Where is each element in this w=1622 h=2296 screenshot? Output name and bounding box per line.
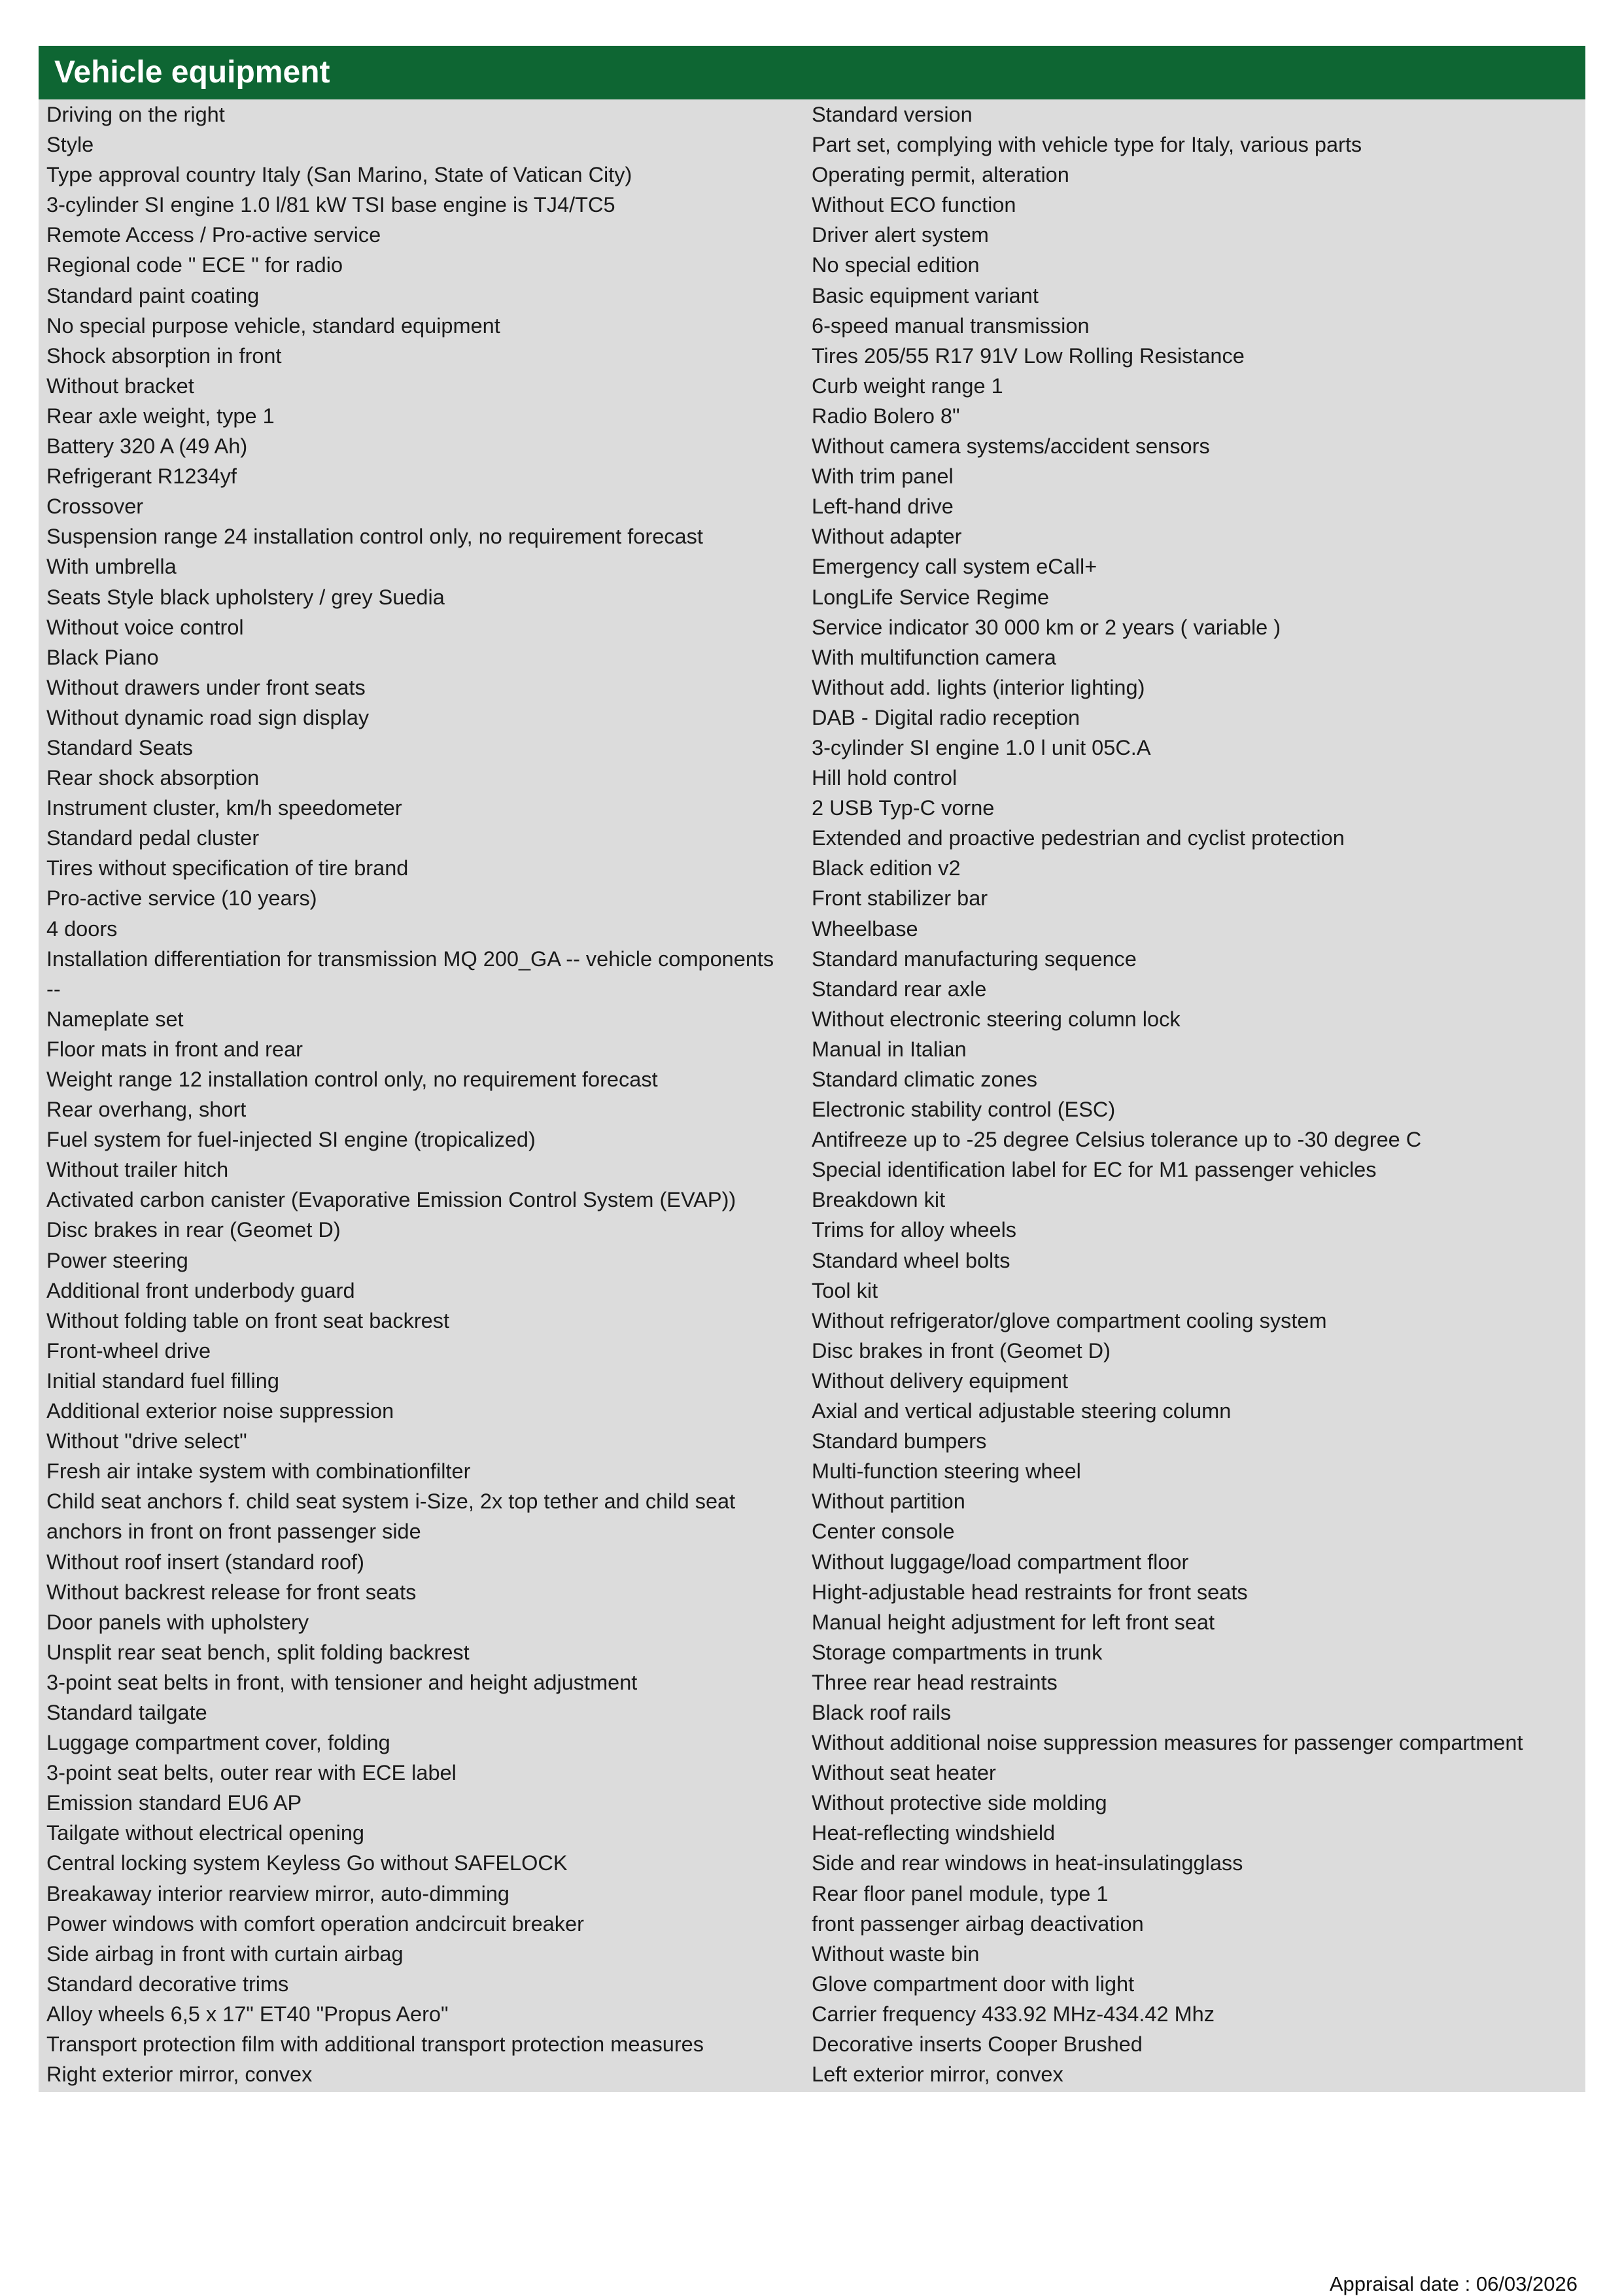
equipment-item: Standard rear axle (812, 977, 987, 1001)
equipment-item: Additional exterior noise suppression (46, 1399, 394, 1423)
equipment-item: Storage compartments in trunk (812, 1640, 1103, 1664)
equipment-item: Without trailer hitch (46, 1158, 229, 1182)
equipment-item: Left-hand drive (812, 495, 954, 519)
equipment-item: Standard climatic zones (812, 1068, 1038, 1091)
equipment-item: Type approval country Italy (San Marino, State of Vatican City) (46, 163, 632, 187)
equipment-item: Three rear head restraints (812, 1670, 1058, 1694)
equipment-item: Curb weight range 1 (812, 374, 1003, 398)
equipment-item: Power steering (46, 1248, 188, 1272)
vehicle-equipment-panel (39, 46, 1585, 2092)
equipment-item: Nameplate set (46, 1007, 184, 1031)
equipment-item: Basic equipment variant (812, 283, 1039, 307)
equipment-item: Transport protection film with additional transport protection measures (46, 2032, 704, 2056)
equipment-item: Breakaway interior rearview mirror, auto-dimming (46, 1881, 510, 1905)
equipment-item: Door panels with upholstery (46, 1610, 309, 1634)
equipment-item: Trims for alloy wheels (812, 1218, 1017, 1242)
equipment-item: Front-wheel drive (46, 1338, 211, 1363)
equipment-item: Wheelbase (812, 916, 918, 941)
equipment-item: No special edition (812, 253, 980, 277)
equipment-item: Side and rear windows in heat-insulatingglass (812, 1851, 1243, 1875)
equipment-item: No special purpose vehicle, standard equipment (46, 313, 500, 338)
equipment-item: Special identification label for EC for M1 passenger vehicles (812, 1158, 1377, 1182)
equipment-item: Rear floor panel module, type 1 (812, 1881, 1109, 1905)
equipment-item: Side airbag in front with curtain airbag (46, 1941, 404, 1966)
equipment-item: Unsplit rear seat bench, split folding backrest (46, 1640, 470, 1664)
equipment-item: Crossover (46, 495, 144, 519)
appraisal-date: Appraisal date : 06/03/2026 (1329, 2272, 1578, 2295)
equipment-list (39, 99, 1585, 2092)
equipment-item: Black roof rails (812, 1700, 952, 1724)
equipment-item: Radio Bolero 8" (812, 404, 960, 428)
equipment-item: LongLife Service Regime (812, 585, 1050, 609)
equipment-item: Style (46, 133, 94, 157)
equipment-item: Remote Access / Pro-active service (46, 223, 381, 247)
equipment-item: Tailgate without electrical opening (46, 1821, 364, 1845)
equipment-item: Electronic stability control (ESC) (812, 1098, 1116, 1122)
equipment-item: Tool kit (812, 1278, 878, 1302)
equipment-item: Without electronic steering column lock (812, 1007, 1181, 1031)
equipment-item: Regional code " ECE " for radio (46, 253, 343, 277)
equipment-item: Without camera systems/accident sensors (812, 434, 1210, 459)
equipment-item: Without luggage/load compartment floor (812, 1550, 1189, 1574)
equipment-item: Part set, complying with vehicle type for Italy, various parts (812, 133, 1362, 157)
equipment-item: Tires 205/55 R17 91V Low Rolling Resistance (812, 343, 1245, 368)
equipment-item: Service indicator 30 000 km or 2 years ( variable ) (812, 615, 1281, 639)
equipment-item: Carrier frequency 433.92 MHz-434.42 Mhz (812, 2002, 1215, 2026)
equipment-item: Hight-adjustable head restraints for front seats (812, 1580, 1248, 1604)
equipment-item: Standard tailgate (46, 1700, 207, 1724)
equipment-item: With trim panel (812, 464, 954, 489)
equipment-item: Installation differentiation for transmission MQ 200_GA -- vehicle components (46, 947, 774, 971)
equipment-item: 3-cylinder SI engine 1.0 l/81 kW TSI base engine is TJ4/TC5 (46, 193, 615, 217)
equipment-item: front passenger airbag deactivation (812, 1911, 1144, 1936)
equipment-item: Extended and proactive pedestrian and cyclist protection (812, 826, 1345, 850)
equipment-column-left (39, 99, 812, 2089)
equipment-item: Seats Style black upholstery / grey Suedia (46, 585, 445, 609)
equipment-item: Operating permit, alteration (812, 163, 1069, 187)
equipment-item: Without bracket (46, 374, 194, 398)
equipment-item: Without backrest release for front seats (46, 1580, 417, 1604)
equipment-item: Without folding table on front seat backrest (46, 1308, 450, 1332)
equipment-item: With multifunction camera (812, 645, 1056, 669)
equipment-item: Standard manufacturing sequence (812, 947, 1137, 971)
equipment-item: 3-point seat belts, outer rear with ECE label (46, 1761, 457, 1785)
equipment-item: With umbrella (46, 555, 177, 579)
equipment-item: Rear axle weight, type 1 (46, 404, 275, 428)
equipment-item: 3-cylinder SI engine 1.0 l unit 05C.A (812, 735, 1151, 759)
equipment-item: Without seat heater (812, 1761, 996, 1785)
equipment-item: Fresh air intake system with combinationfilter (46, 1459, 471, 1484)
equipment-item: Central locking system Keyless Go without SAFELOCK (46, 1851, 568, 1875)
equipment-item: Floor mats in front and rear (46, 1037, 303, 1061)
equipment-item: Without delivery equipment (812, 1368, 1068, 1393)
equipment-item: Without protective side molding (812, 1791, 1107, 1815)
equipment-item: Standard wheel bolts (812, 1248, 1010, 1272)
equipment-item: 4 doors (46, 916, 118, 941)
equipment-item: Right exterior mirror, convex (46, 2062, 313, 2087)
equipment-item: anchors in front on front passenger side (46, 1520, 421, 1544)
equipment-item: Without ECO function (812, 193, 1016, 217)
equipment-item: Without waste bin (812, 1941, 980, 1966)
equipment-item: Black edition v2 (812, 856, 961, 880)
equipment-item: Rear shock absorption (46, 766, 260, 790)
equipment-item: Decorative inserts Cooper Brushed (812, 2032, 1143, 2056)
equipment-item: Without additional noise suppression measures for passenger compartment (812, 1731, 1523, 1755)
equipment-item: -- (46, 977, 61, 1001)
equipment-item: Standard paint coating (46, 283, 260, 307)
equipment-item: Glove compartment door with light (812, 1972, 1135, 1996)
equipment-item: Front stabilizer bar (812, 886, 988, 911)
equipment-item: Additional front underbody guard (46, 1278, 355, 1302)
equipment-item: Hill hold control (812, 766, 958, 790)
equipment-item: DAB - Digital radio reception (812, 705, 1080, 729)
equipment-column-right (812, 99, 1585, 2089)
equipment-item: Manual in Italian (812, 1037, 967, 1061)
equipment-item: Standard bumpers (812, 1429, 987, 1453)
equipment-item: Standard version (812, 103, 973, 126)
equipment-item: Driving on the right (46, 103, 225, 126)
equipment-item: Antifreeze up to -25 degree Celsius tolerance up to -30 degree C (812, 1128, 1422, 1152)
equipment-item: 3-point seat belts in front, with tensioner and height adjustment (46, 1670, 638, 1694)
equipment-item: Breakdown kit (812, 1188, 946, 1212)
equipment-item: Without refrigerator/glove compartment cooling system (812, 1308, 1327, 1332)
equipment-item: 2 USB Typ-C vorne (812, 796, 995, 820)
equipment-item: Tires without specification of tire brand (46, 856, 409, 880)
equipment-item: Without dynamic road sign display (46, 705, 370, 729)
equipment-item: Refrigerant R1234yf (46, 464, 237, 489)
section-title: Vehicle equipment (54, 55, 330, 90)
equipment-item: Luggage compartment cover, folding (46, 1731, 390, 1755)
equipment-item: Battery 320 A (49 Ah) (46, 434, 248, 459)
equipment-item: Initial standard fuel filling (46, 1368, 279, 1393)
equipment-item: Black Piano (46, 645, 159, 669)
equipment-item: Without adapter (812, 525, 962, 549)
equipment-item: Disc brakes in rear (Geomet D) (46, 1218, 341, 1242)
equipment-item: 6-speed manual transmission (812, 313, 1090, 338)
equipment-item: Rear overhang, short (46, 1098, 247, 1122)
equipment-item: Standard Seats (46, 735, 194, 759)
equipment-item: Fuel system for fuel-injected SI engine (tropicalized) (46, 1128, 536, 1152)
equipment-item: Multi-function steering wheel (812, 1459, 1081, 1484)
equipment-item: Emission standard EU6 AP (46, 1791, 302, 1815)
equipment-item: Alloy wheels 6,5 x 17" ET40 "Propus Aero" (46, 2002, 449, 2026)
equipment-item: Standard pedal cluster (46, 826, 260, 850)
equipment-item: Weight range 12 installation control only, no requirement forecast (46, 1068, 658, 1091)
equipment-item: Without drawers under front seats (46, 675, 366, 699)
equipment-item: Without "drive select" (46, 1429, 247, 1453)
equipment-item: Without add. lights (interior lighting) (812, 675, 1145, 699)
equipment-item: Heat-reflecting windshield (812, 1821, 1056, 1845)
equipment-item: Standard decorative trims (46, 1972, 289, 1996)
equipment-item: Manual height adjustment for left front seat (812, 1610, 1215, 1634)
equipment-item: Power windows with comfort operation andcircuit breaker (46, 1911, 584, 1936)
equipment-item: Without partition (812, 1489, 965, 1514)
equipment-item: Driver alert system (812, 223, 989, 247)
equipment-item: Instrument cluster, km/h speedometer (46, 796, 402, 820)
equipment-item: Left exterior mirror, convex (812, 2062, 1063, 2087)
equipment-item: Center console (812, 1520, 955, 1544)
equipment-item: Without roof insert (standard roof) (46, 1550, 364, 1574)
equipment-item: Axial and vertical adjustable steering column (812, 1399, 1232, 1423)
equipment-item: Emergency call system eCall+ (812, 555, 1097, 579)
equipment-item: Suspension range 24 installation control only, no requirement forecast (46, 525, 703, 549)
equipment-item: Child seat anchors f. child seat system i-Size, 2x top tether and child seat (46, 1489, 736, 1514)
panel-header (39, 46, 1585, 99)
equipment-item: Activated carbon canister (Evaporative Emission Control System (EVAP)) (46, 1188, 736, 1212)
equipment-item: Disc brakes in front (Geomet D) (812, 1338, 1111, 1363)
equipment-item: Without voice control (46, 615, 244, 639)
equipment-item: Pro-active service (10 years) (46, 886, 317, 911)
equipment-item: Shock absorption in front (46, 343, 282, 368)
